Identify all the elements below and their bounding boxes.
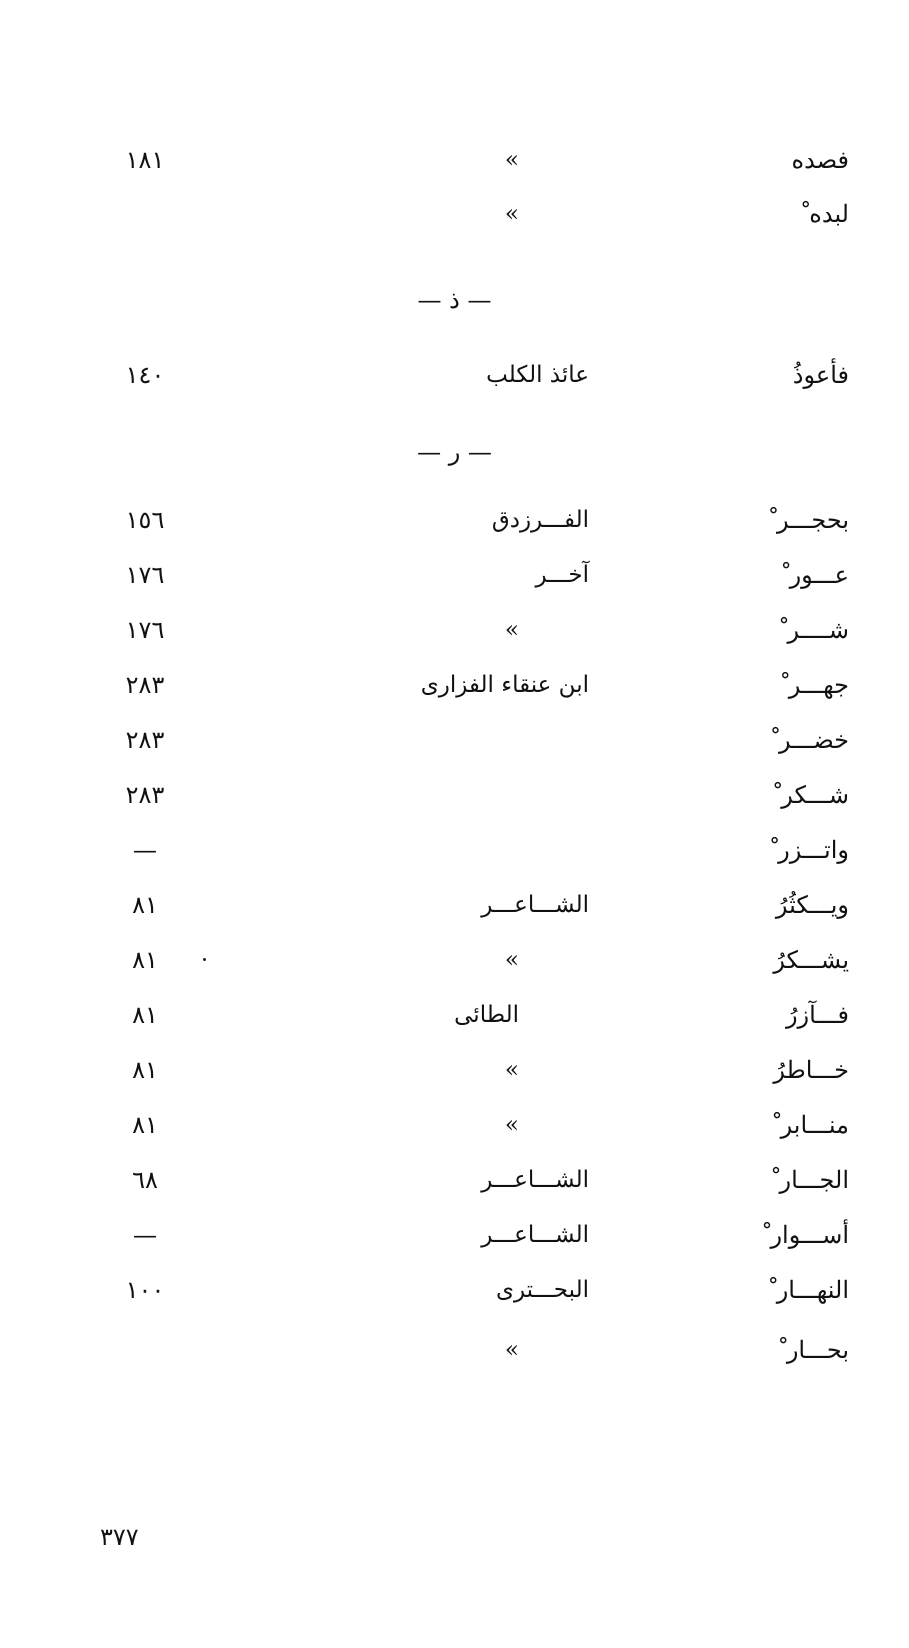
index-row xyxy=(0,1270,909,1310)
rhyme-word: عـــور ْ xyxy=(782,561,849,589)
section-letter: — ذ — xyxy=(417,286,492,314)
poet-name: الفـــرزدق xyxy=(491,507,589,533)
page-reference: ١٧٦ xyxy=(125,616,165,644)
poet-name: الشـــاعـــر xyxy=(481,1222,589,1248)
page-reference: ١٠٠ xyxy=(125,1276,165,1304)
poet-name: الطائى xyxy=(454,1002,519,1028)
page-number: ٣٧٧ xyxy=(100,1523,139,1551)
rhyme-word: فصده xyxy=(791,146,849,174)
rhyme-word: الجـــار ْ xyxy=(772,1166,849,1194)
rhyme-word: ويـــكثُرُ xyxy=(775,891,849,919)
poet-name: عائذ الكلب xyxy=(486,362,589,388)
section-heading xyxy=(0,432,909,472)
page-reference: ٦٨ xyxy=(132,1166,158,1194)
rhyme-word: بحـــار ْ xyxy=(779,1336,849,1364)
poet-name: ابن عنقاء الفزارى xyxy=(420,672,589,698)
poet-name: البحـــترى xyxy=(495,1277,589,1303)
poet-name: » xyxy=(504,1112,519,1138)
rhyme-word: أســـوار ْ xyxy=(763,1221,849,1249)
page-reference: ٨١ xyxy=(132,946,158,974)
section-heading xyxy=(0,280,909,320)
index-row xyxy=(0,1105,909,1145)
index-row xyxy=(0,610,909,650)
poet-name: » xyxy=(504,617,519,643)
rhyme-word: يشـــكرُ xyxy=(773,946,849,974)
index-row xyxy=(0,1050,909,1090)
rhyme-word: النهـــار ْ xyxy=(769,1276,849,1304)
page-reference: ٨١ xyxy=(132,1111,158,1139)
page-reference: ١٤٠ xyxy=(125,361,165,389)
poet-name: الشـــاعـــر xyxy=(481,1167,589,1193)
index-row xyxy=(0,1215,909,1255)
page-reference: ٨١ xyxy=(132,891,158,919)
page-reference: ٢٨٣ xyxy=(125,726,165,754)
poet-name: » xyxy=(504,1337,519,1363)
page-reference: ٢٨٣ xyxy=(125,781,165,809)
index-row xyxy=(0,194,909,234)
index-row xyxy=(0,830,909,870)
rhyme-word: فـــآزرُ xyxy=(785,1001,849,1029)
rhyme-word: واتـــزر ْ xyxy=(771,836,849,864)
page-reference: ١٨١ xyxy=(125,146,165,174)
rhyme-word: بحجـــر ْ xyxy=(769,506,849,534)
poet-name: » xyxy=(504,1057,519,1083)
page-reference: ١٧٦ xyxy=(125,561,165,589)
poet-name: آخـــر xyxy=(535,562,589,588)
page-reference: ١٥٦ xyxy=(125,506,165,534)
rhyme-word: شــــر ْ xyxy=(780,616,849,644)
page-reference: — xyxy=(133,1221,157,1249)
page-reference: ٨١ xyxy=(132,1056,158,1084)
rhyme-word: منـــابر ْ xyxy=(773,1111,849,1139)
rhyme-word: جهـــر ْ xyxy=(781,671,849,699)
index-row xyxy=(0,140,909,180)
page-reference: — xyxy=(133,836,157,864)
poet-name: » xyxy=(504,147,519,173)
rhyme-word: لبده ْ xyxy=(802,200,849,228)
rhyme-word: خـــاطرُ xyxy=(773,1056,849,1084)
index-row xyxy=(0,720,909,760)
index-row xyxy=(0,885,909,925)
page-reference: ٢٨٣ xyxy=(125,671,165,699)
index-row xyxy=(0,775,909,815)
index-row xyxy=(0,940,909,980)
rhyme-word: فأعوذُ xyxy=(792,361,849,389)
index-row xyxy=(0,1160,909,1200)
poet-name: الشـــاعـــر xyxy=(481,892,589,918)
rhyme-word: خضـــر ْ xyxy=(771,726,849,754)
index-row xyxy=(0,355,909,395)
index-row xyxy=(0,555,909,595)
section-letter: — ر — xyxy=(417,438,492,466)
poet-name: » xyxy=(504,201,519,227)
rhyme-word: شـــكر ْ xyxy=(774,781,849,809)
index-row xyxy=(0,665,909,705)
index-row xyxy=(0,995,909,1035)
page-reference: ٨١ xyxy=(132,1001,158,1029)
stray-dot xyxy=(203,958,206,961)
poet-name: » xyxy=(504,947,519,973)
index-row xyxy=(0,500,909,540)
index-row xyxy=(0,1330,909,1370)
